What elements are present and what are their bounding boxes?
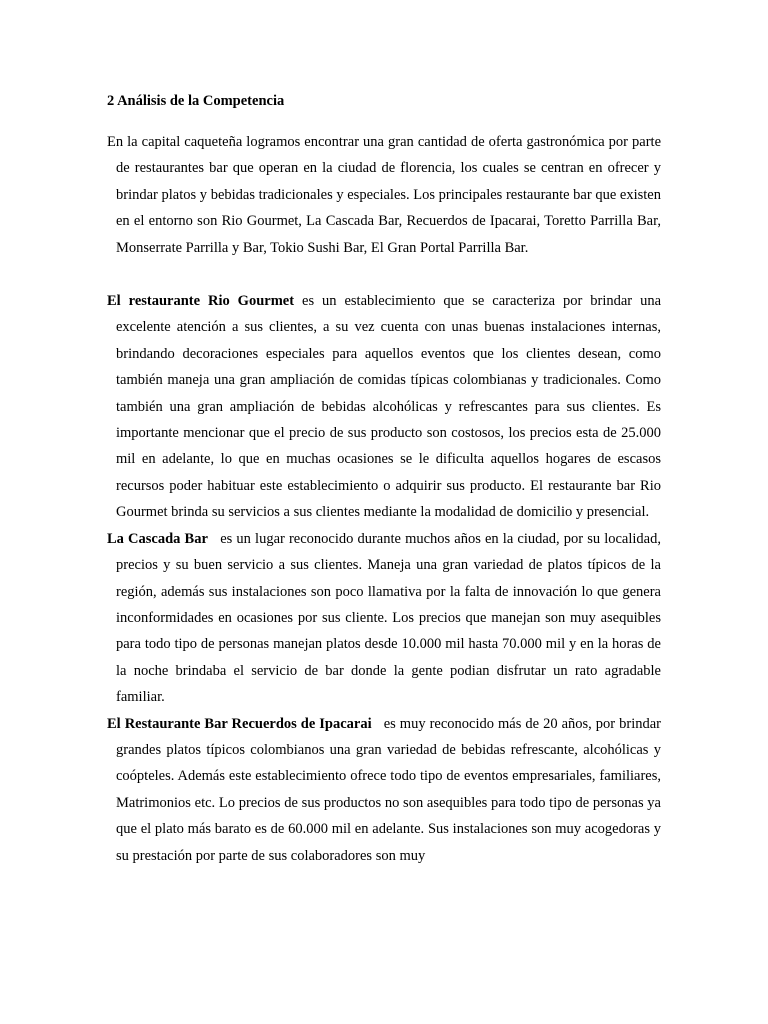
paragraph-recuerdos-ipacarai <box>107 711 661 869</box>
restaurant-name: El restaurante Rio Gourmet <box>107 293 295 310</box>
restaurant-name: La Cascada Bar <box>107 530 208 547</box>
paragraph-rio-gourmet <box>107 288 661 526</box>
paragraph-text: es un establecimiento que se caracteriza por brindar una excelente atención a sus clientes, a su vez cuenta con unas buenas instalaciones internas, brindando decoraciones especiales para aquellos eventos que los clientes desean, como también maneja una gran ampliación de comidas típicas colombianas y tradicionales. Como también una gran ampliación de bebidas alcohólicas y refrescantes para sus clientes. Es importante mencionar que el precio de sus producto son costosos, los precios esta de 25.000 mil en adelante, lo que en muchas ocasiones se le dificulta aquellos hogares de escasos recursos poder habituar este establecimiento o adquirir sus producto. El restaurante bar Rio Gourmet brinda su servicios a sus clientes mediante la modalidad de domicilio y presencial. <box>116 293 662 521</box>
paragraph-text: es muy reconocido más de 20 años, por brindar grandes platos típicos colombianos una gran variedad de bebidas refrescante, alcohólicas y coópteles. Además este establecimiento ofrece todo tipo de eventos empresariales, familiares, Matrimonios etc. Lo precios de sus productos no son asequibles para todo tipo de personas ya que el plato más barato es de 60.000 mil en adelante. Sus instalaciones son muy acogedoras y su prestación por parte de sus colaboradores son muy <box>116 715 662 864</box>
restaurant-name: El Restaurante Bar Recuerdos de Ipacarai <box>107 715 372 732</box>
paragraph-text: es un lugar reconocido durante muchos años en la ciudad, por su localidad, precios y su buen servicio a sus clientes. Maneja una gran variedad de platos típicos de la región, además sus instalaciones son poco llamativa por la falta de innovación lo que genera inconformidades en ocasiones por sus cliente. Los precios que manejan son muy asequibles para todo tipo de personas manejan platos desde 10.000 mil hasta 70.000 mil y en la horas de la noche brindaba el servicio de bar donde la gente podian disfrutar un rato agradable familiar. <box>116 530 661 706</box>
intro-paragraph: En la capital caqueteña logramos encontrar una gran cantidad de oferta gastronómica por parte de restaurantes bar que operan en la ciudad de florencia, los cuales se centran en ofrecer y brindar platos y bebidas tradicionales y especiales. Los principales restaurante bar que existen en el entorno son Rio Gourmet, La Cascada Bar, Recuerdos de Ipacarai, Toretto Parrilla Bar, Monserrate Parrilla y Bar, Tokio Sushi Bar, El Gran Portal Parrilla Bar. <box>107 134 661 256</box>
paragraph-la-cascada <box>107 526 661 711</box>
section-heading: 2 Análisis de la Competencia <box>107 93 285 109</box>
